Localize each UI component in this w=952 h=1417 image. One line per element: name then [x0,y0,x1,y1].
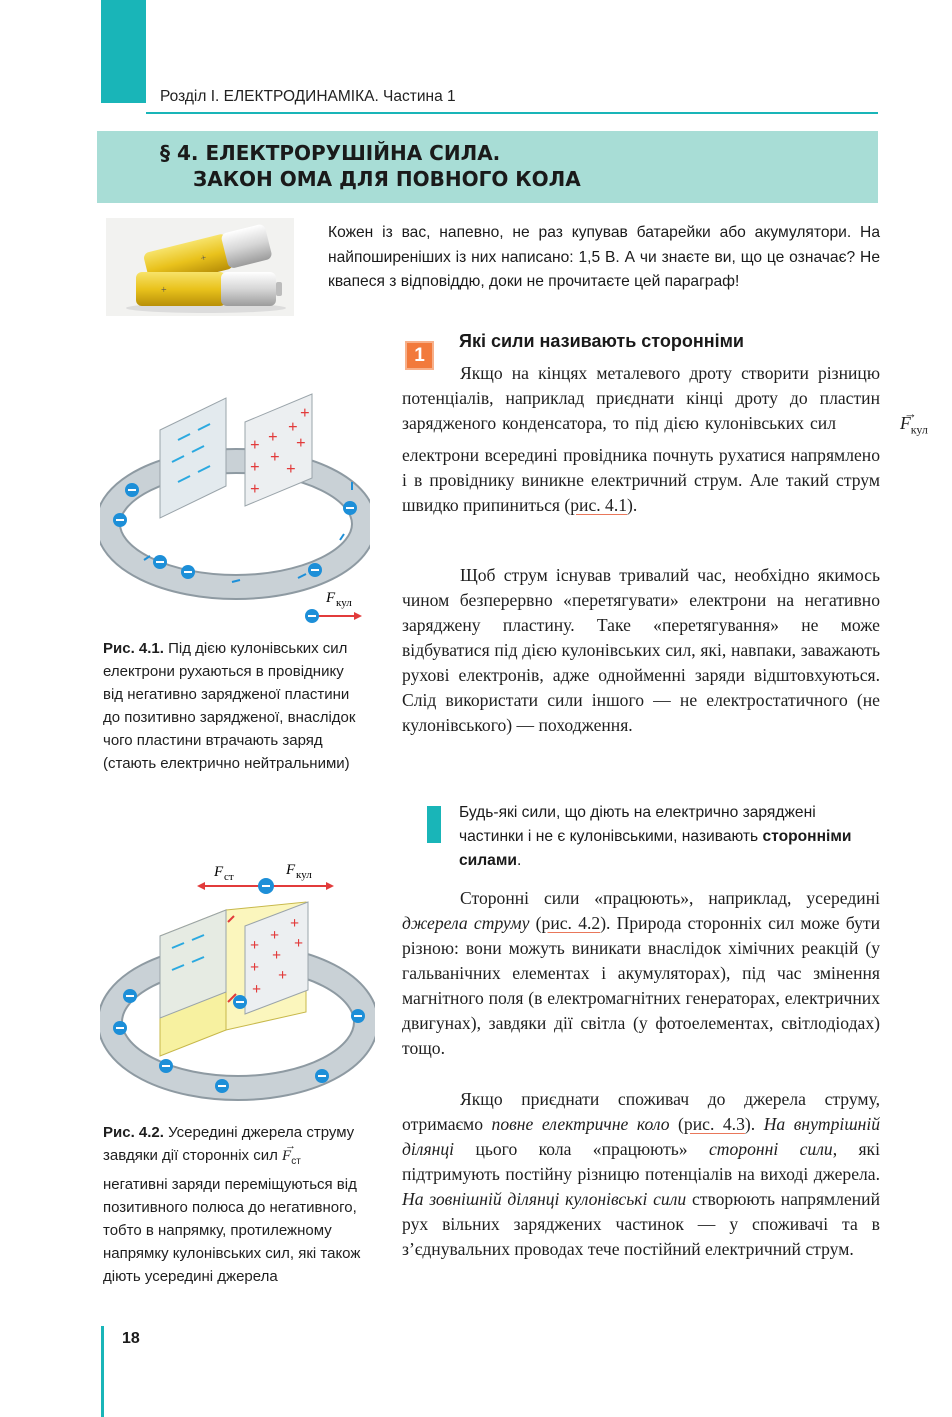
svg-text:+: + [270,927,280,944]
svg-text:+: + [250,479,260,498]
page-number: 18 [122,1330,140,1347]
svg-text:+: + [288,417,298,436]
figure-ref-4-3[interactable]: рис. 4.3 [683,1114,745,1134]
batteries-photo [106,218,294,316]
page-title-line-2: ЗАКОН ОМА ДЛЯ ПОВНОГО КОЛА [193,167,581,191]
svg-text:кул: кул [296,869,312,881]
svg-text:+: + [199,252,208,265]
figure-4-2-caption: Рис. 4.2. Усередині джерела струму завдяки дії сторонніх сил → $F_{ст}$ негативні заряди переміщуються від позитивного полюса до негативного, тобто в напрямку, протилежному напрямку кулонівських сил, які також діють усередині джерела [103,1124,361,1285]
definition-marker [427,806,441,843]
svg-text:+: + [250,959,260,976]
figure-ref-4-2[interactable]: рис. 4.2 [541,913,601,933]
paragraph-1: Якщо на кінцях металевого дроту створити різницю потенціалів, наприклад приєднати кінці дроту до пластин зарядженого конденсатора, то під дією кулонівських сил → $F_{кул}$ електрони всередині провідника почнуть рухатися напрямлено і в провіднику виникне електричний струм. Але такий струм швидко припиниться (рис. 4.1). [402,363,928,515]
page-number-bar [101,1326,104,1417]
header-rule [146,112,878,114]
figure-4-1-caption: Рис. 4.1. Під дією кулонівських сил електрони рухаються в провіднику від негативно зарядженої пластини до позитивно зарядженої, внаслідок чого пластини втрачають заряд (стають електрично нейтральними) [103,640,356,772]
figure-4-1 [100,390,370,630]
paragraph-4: Якщо приєднати споживач до джерела струму, отримаємо повне електричне коло (рис. 4.3). На внутрішній ділянці цього кола «працюють» сторонні сили, які підтримують постійну різницю потенціалів на виході джерела. На зовнішній ділянці кулонівські сили створюють напрямлений рух вільних заряджених частинок — у споживачі та в з’єднувальних проводах тече постійний електричний струм. [402,1089,881,1259]
header-color-block [101,0,146,103]
svg-text:F: F [214,864,224,880]
definition-text: Будь-які сили, що діють на електрично заряджені частинки і не є кулонівськими, називають сторонніми силами. [459,804,852,869]
svg-text:+: + [161,285,167,296]
paragraph-3: Сторонні сили «працюють», наприклад, усередині джерела струму (рис. 4.2). Природа сторонніх сил може бути різною: вони можуть виникати внаслідок хімічних реакцій (у гальванічних елементах і акумуляторах), під час змінення магнітного поля (в електромагнітних генераторах, електричних двигунах), завдяки дії світла (у фотоелементах, світлодіодах) тощо. [402,888,880,1058]
figure-ref-4-1[interactable]: рис. 4.1 [570,494,628,515]
svg-text:+: + [250,937,260,954]
svg-text:+: + [268,427,278,446]
svg-text:+: + [250,457,260,476]
f-external-symbol: → $F_{ст}$ [282,1140,301,1167]
svg-text:+: + [270,447,280,466]
intro-text: Кожен із вас, напевно, не раз купував батарейки або акумулятори. На найпоширеніших із них написано: 1,5 В. А чи знаєте ви, що це означає? Не квапеся з відповіддю, доки не прочитаєте цей параграф! [328,224,880,290]
svg-text:+: + [286,459,296,478]
svg-text:+: + [294,935,304,952]
figure-4-2 [100,852,375,1112]
svg-text:+: + [296,433,306,452]
svg-text:кул: кул [336,597,352,609]
page-title-line-1: § 4. ЕЛЕКТРОРУШІЙНА СИЛА. [160,141,501,165]
definition-term: сторонніми силами [459,828,852,869]
section-heading: Які сили називають сторонніми [459,331,744,351]
f-coulomb-label: F [326,590,336,606]
section-number-badge: 1 [405,341,434,370]
svg-text:F: F [286,862,296,878]
svg-text:+: + [272,947,282,964]
svg-text:+: + [252,981,262,998]
paragraph-2: Щоб струм існував тривалий час, необхідно якимось чином безперервно «перетягувати» електрони на негативно заряджену пластину. Таке «перетягування» не може відбуватися під дією кулонівських сил, які, навпаки, заважають руховi електронів, адже однойменні заряди відштовхуються. Слід використати сили іншого — не електростатичного (не кулонівського) — походження. [402,565,880,735]
svg-text:+: + [300,403,310,422]
running-head: Розділ І. ЕЛЕКТРОДИНАМІКА. Частина 1 [160,88,456,105]
svg-text:+: + [250,435,260,454]
svg-text:+: + [290,915,300,932]
svg-text:+: + [278,967,288,984]
svg-text:ст: ст [224,871,234,883]
f-coulomb-symbol: → $F_{кул}$ [900,406,928,437]
